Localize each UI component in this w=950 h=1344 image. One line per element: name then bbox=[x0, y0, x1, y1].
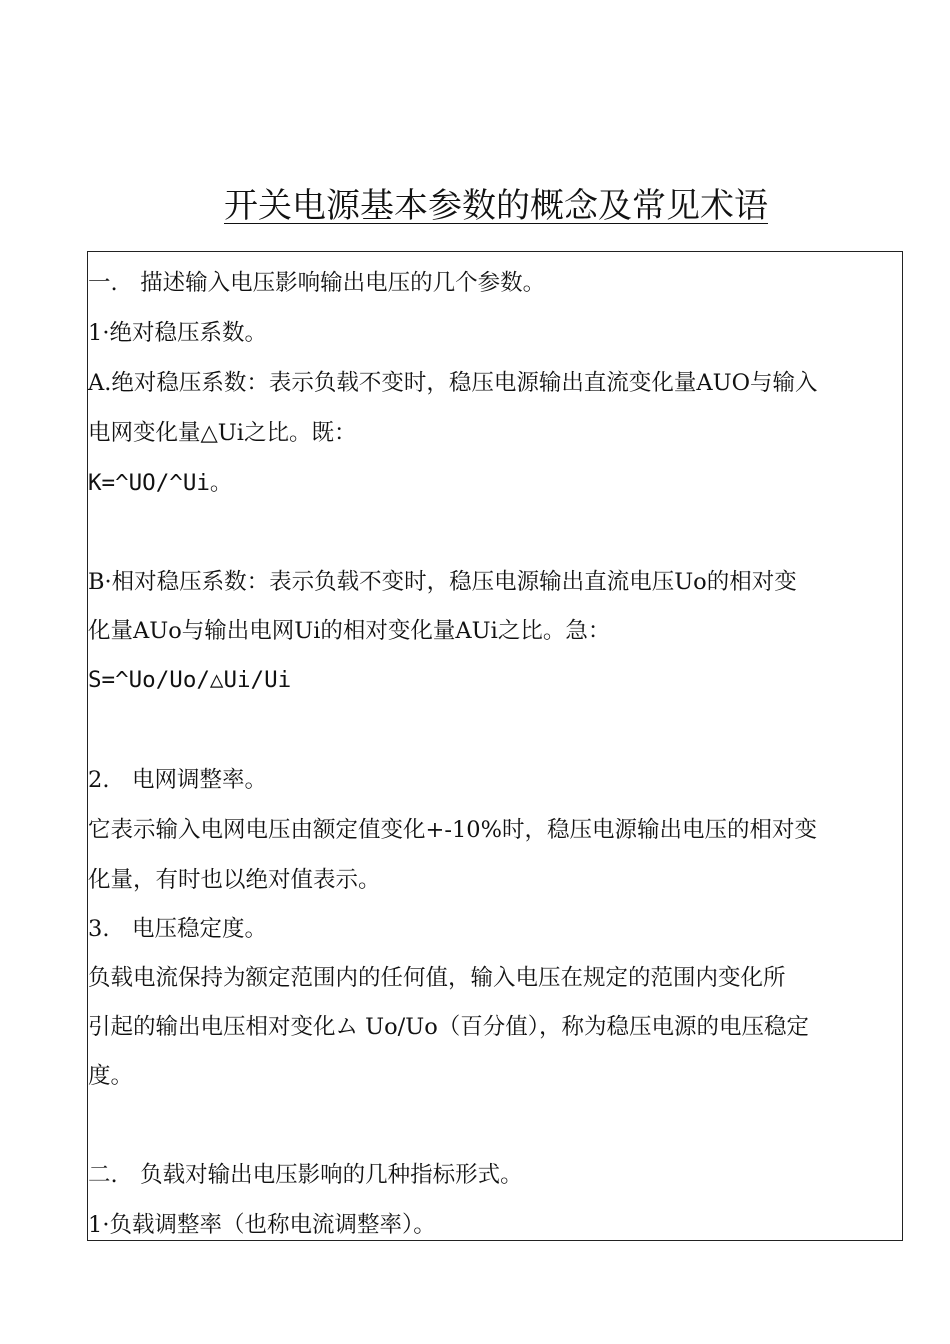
content-box bbox=[87, 251, 903, 1241]
section-one-heading: 一. 描述输入电压影响输出电压的几个参数。 bbox=[88, 270, 546, 296]
page-title-text: 开关电源基本参数的概念及常见术语 bbox=[224, 185, 768, 226]
paragraph-a-line-1: A.绝对稳压系数：表示负载不变时，稳压电源输出直流变化量AUO与输入 bbox=[88, 370, 818, 396]
paragraph-3-line-3: 度。 bbox=[88, 1063, 134, 1089]
paragraph-2-line-2: 化量，有时也以绝对值表示。 bbox=[88, 867, 381, 893]
paragraph-2-line-1: 它表示输入电网电压由额定值变化+-10%时，稳压电源输出电压的相对变 bbox=[88, 817, 817, 843]
formula-s: S=^Uo/Uo/△Ui/Ui bbox=[88, 667, 292, 693]
item-1-heading: 1·绝对稳压系数。 bbox=[88, 320, 267, 346]
item-2-heading: 2. 电网调整率。 bbox=[88, 767, 267, 793]
paragraph-b-line-2: 化量AUo与输出电网Ui的相对变化量AUi之比。急： bbox=[88, 618, 611, 644]
item-3-heading: 3. 电压稳定度。 bbox=[88, 916, 267, 942]
page-title bbox=[0, 181, 950, 231]
paragraph-b-line-1: B·相对稳压系数：表示负载不变时，稳压电源输出直流电压Uo的相对变 bbox=[88, 569, 797, 595]
paragraph-a-line-2: 电网变化量△Ui之比。既： bbox=[88, 420, 357, 446]
formula-k: K=^UO/^Ui。 bbox=[88, 470, 233, 496]
section-two-heading: 二. 负载对输出电压影响的几种指标形式。 bbox=[88, 1162, 523, 1188]
section-two-item-1-heading: 1·负载调整率（也称电流调整率）。 bbox=[88, 1212, 436, 1238]
paragraph-3-line-2: 引起的输出电压相对变化ム Uo/Uo（百分值），称为稳压电源的电压稳定 bbox=[88, 1014, 810, 1040]
paragraph-3-line-1: 负载电流保持为额定范围内的任何值，输入电压在规定的范围内变化所 bbox=[88, 965, 786, 991]
